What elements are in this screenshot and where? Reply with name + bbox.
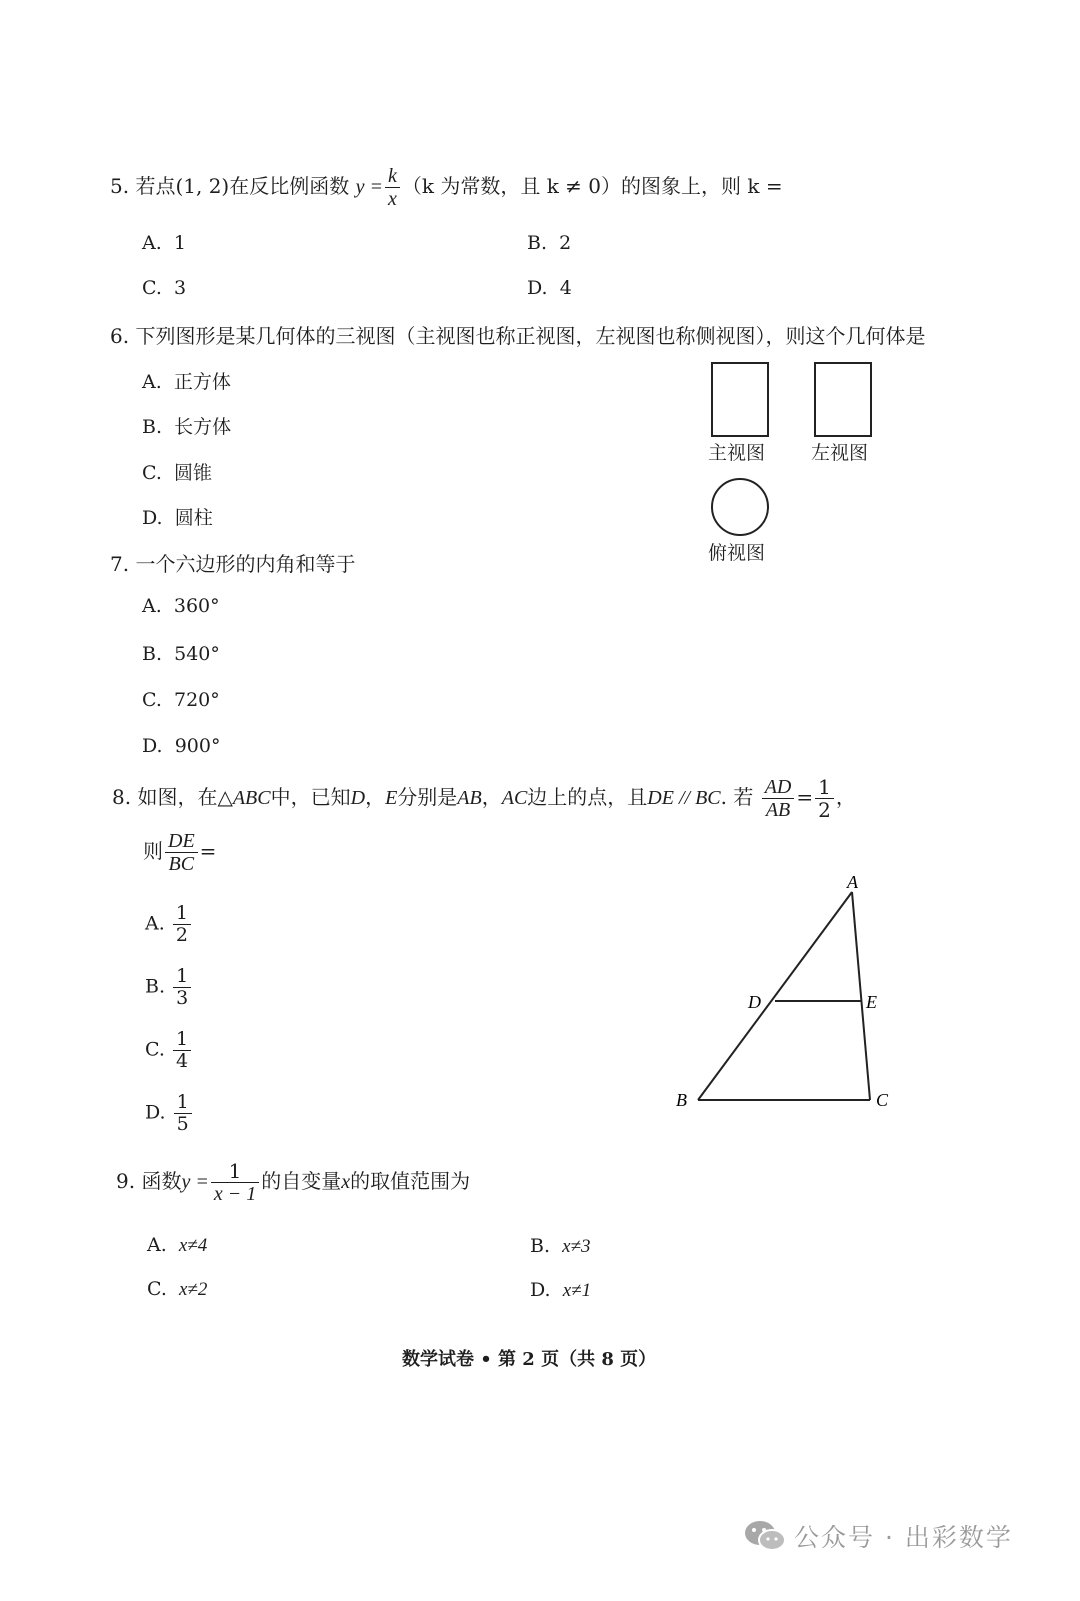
q5-fraction: $\frac{k}{x}$: [385, 165, 400, 210]
q8-asked-fraction: $\frac{DE}{BC}$: [165, 830, 198, 875]
q9-option-d: D. x≠1: [530, 1279, 592, 1301]
q9-option-c: C. x≠2: [147, 1278, 208, 1300]
point-label-d: D: [748, 992, 761, 1012]
side-ab: [698, 892, 852, 1100]
q5-option-d: D. 4: [527, 277, 572, 299]
q9-fraction: $\frac{1}{x - 1}$: [211, 1160, 259, 1205]
q8-option-c: C. $\frac{1}{4}$: [145, 1029, 193, 1072]
q8-stem: 8. 如图，在△ABC中，已知D，E分别是AB，AC边上的点，且DE // BC. 若 $\frac{AD}{AB}$ = $\frac{1}{2}$ ，: [112, 775, 856, 822]
point-label-e: E: [866, 992, 877, 1012]
q9-option-b: B. x≠3: [530, 1235, 591, 1257]
q5-option-c: C. 3: [142, 277, 187, 299]
q8-option-b-fraction: $\frac{1}{3}$: [173, 966, 191, 1009]
front-view-rectangle: [711, 362, 769, 437]
q6-stem: 6. 下列图形是某几何体的三视图（主视图也称正视图，左视图也称侧视图），则这个几何体是: [110, 324, 926, 348]
vertex-label-b: B: [676, 1090, 687, 1110]
q9-stem: 9. 函数y = $\frac{1}{x - 1}$ 的自变量x的取值范围为: [116, 1159, 471, 1205]
q9-option-a: A. x≠4: [147, 1234, 208, 1256]
left-view-caption: 左视图: [811, 442, 869, 464]
q5-option-a: A. 1: [142, 232, 186, 254]
top-view-circle: [711, 478, 769, 536]
q7-option-a: A. 360°: [142, 595, 220, 617]
q7-option-c: C. 720°: [142, 689, 220, 711]
watermark-text: 公众号 · 出彩数学: [794, 1523, 1013, 1552]
q5-option-b: B. 2: [527, 232, 572, 254]
wechat-icon: [742, 1518, 788, 1554]
q7-stem: 7. 一个六边形的内角和等于: [110, 552, 356, 576]
q8-half-fraction: $\frac{1}{2}$: [815, 776, 834, 821]
q8-option-a: A. $\frac{1}{2}$: [145, 903, 193, 946]
top-view-caption: 俯视图: [708, 542, 766, 564]
front-view-caption: 主视图: [708, 442, 766, 464]
left-view-rectangle: [814, 362, 872, 437]
q6-option-d: D. 圆柱: [142, 507, 213, 529]
q8-question: 则 $\frac{DE}{BC}$ =: [143, 830, 217, 875]
q6-option-c: C. 圆锥: [142, 462, 213, 484]
q8-option-d-fraction: $\frac{1}{5}$: [174, 1092, 192, 1135]
q8-option-d: D. $\frac{1}{5}$: [145, 1092, 194, 1135]
vertex-label-a: A: [847, 872, 858, 892]
vertex-label-c: C: [876, 1090, 889, 1110]
q8-option-a-fraction: $\frac{1}{2}$: [173, 903, 191, 946]
page-footer: 数学试卷 • 第 2 页（共 8 页）: [402, 1349, 657, 1370]
q6-option-a: A. 正方体: [142, 371, 231, 393]
q5-stem: 5. 若点(1, 2)在反比例函数 y = $\frac{k}{x}$ （k 为常数，且 k ≠ 0）的图象上，则 k =: [110, 165, 783, 210]
q8-ratio-fraction: $\frac{AD}{AB}$: [762, 776, 795, 821]
q7-option-b: B. 540°: [142, 643, 220, 665]
q8-option-c-fraction: $\frac{1}{4}$: [173, 1029, 191, 1072]
q6-option-b: B. 长方体: [142, 416, 232, 438]
q7-option-d: D. 900°: [142, 735, 221, 757]
watermark: [742, 1518, 1013, 1554]
q8-option-b: B. $\frac{1}{3}$: [145, 966, 193, 1009]
triangle-figure: [660, 870, 920, 1130]
